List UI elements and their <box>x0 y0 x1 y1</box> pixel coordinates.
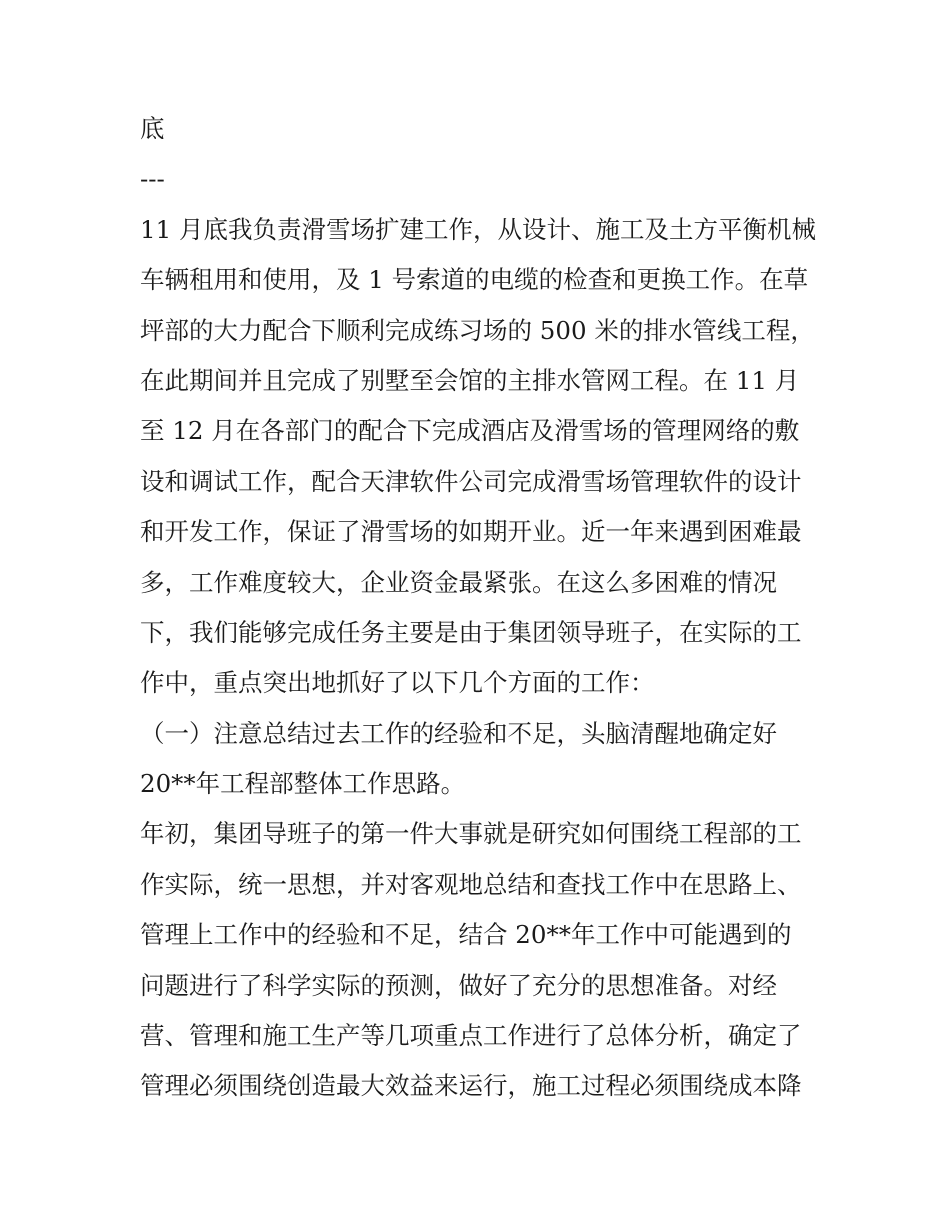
text-line: 11 月底我负责滑雪场扩建工作，从设计、施工及土方平衡机械 <box>140 214 816 244</box>
text-line: 管理必须围绕创造最大效益来运行，施工过程必须围绕成本降 <box>140 1071 802 1101</box>
text-line: 作中，重点突出地抓好了以下几个方面的工作： <box>140 668 655 698</box>
text-line: 下，我们能够完成任务主要是由于集团领导班子，在实际的工 <box>140 617 802 647</box>
text-line: 设和调试工作，配合天津软件公司完成滑雪场管理软件的设计 <box>140 466 802 496</box>
text-line: 管理上工作中的经验和不足，结合 20**年工作中可能遇到的 <box>140 920 792 950</box>
text-line: 车辆租用和使用，及 1 号索道的电缆的检查和更换工作。在草 <box>140 265 809 295</box>
section-heading-line: 20**年工程部整体工作思路。 <box>140 769 466 799</box>
document-body <box>140 104 820 1112</box>
text-line: 和开发工作，保证了滑雪场的如期开业。近一年来遇到困难最 <box>140 517 802 547</box>
separator-line: --- <box>140 164 165 194</box>
text-line: 营、管理和施工生产等几项重点工作进行了总体分析，确定了 <box>140 1021 802 1051</box>
text-line: 坪部的大力配合下顺利完成练习场的 500 米的排水管线工程， <box>140 315 815 345</box>
text-line: 作实际，统一思想，并对客观地总结和查找工作中在思路上、 <box>140 869 802 899</box>
text-line: 至 12 月在各部门的配合下完成酒店及滑雪场的管理网络的敷 <box>140 416 800 446</box>
section-heading-line: （一）注意总结过去工作的经验和不足，头脑清醒地确定好 <box>140 718 777 748</box>
text-line: 年初，集团导班子的第一件大事就是研究如何围绕工程部的工 <box>140 819 802 849</box>
text-line: 底 <box>140 114 165 143</box>
text-line: 在此期间并且完成了别墅至会馆的主排水管网工程。在 11 月 <box>140 365 800 395</box>
text-line: 问题进行了科学实际的预测，做好了充分的思想准备。对经 <box>140 970 777 1000</box>
text-line: 多，工作难度较大，企业资金最紧张。在这么多困难的情况 <box>140 567 777 597</box>
